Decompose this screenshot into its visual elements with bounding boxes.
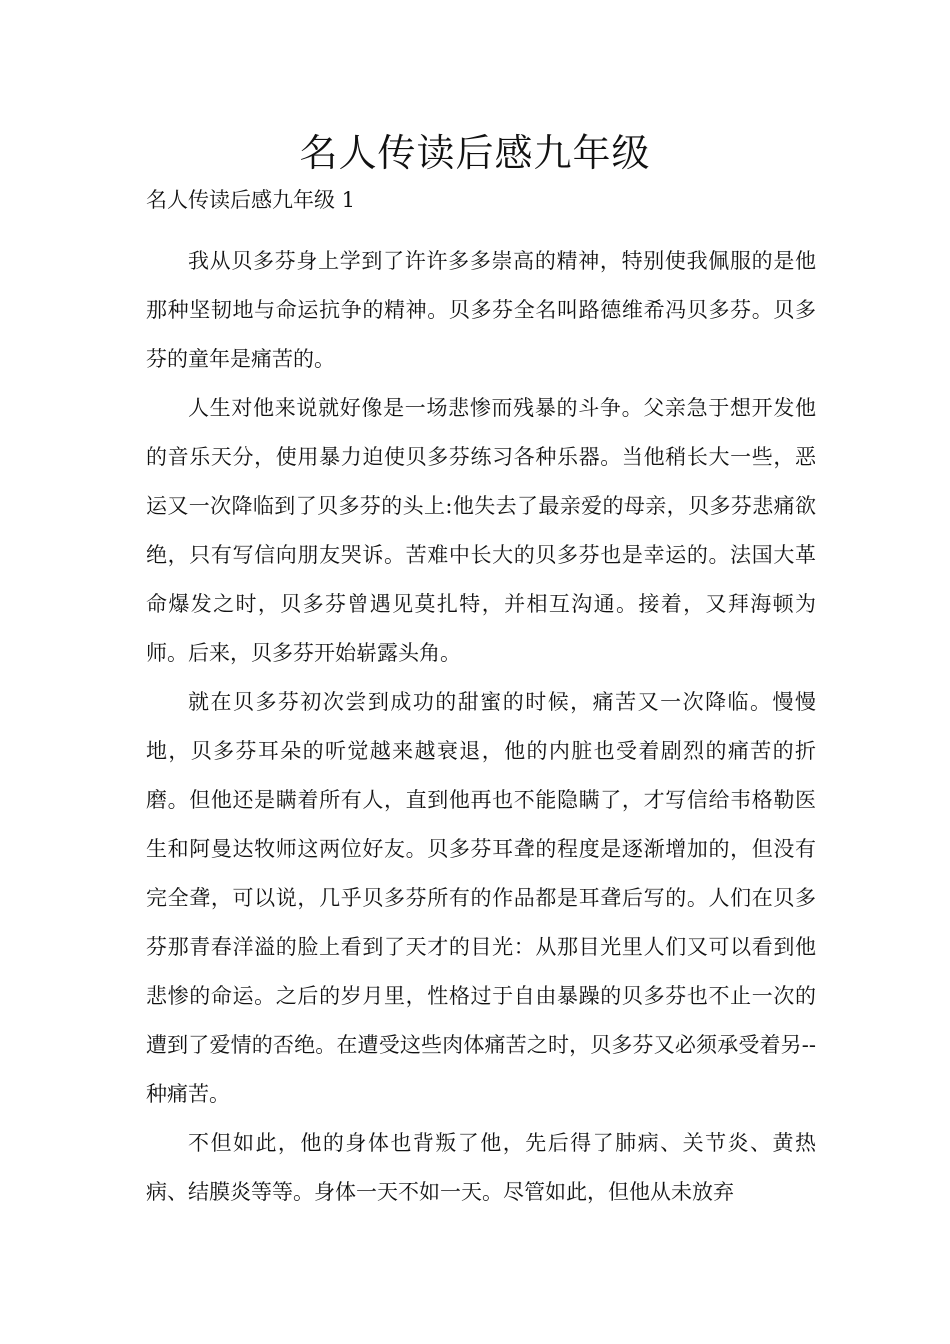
paragraph-2: 人生对他来说就好像是一场悲惨而残暴的斗争。父亲急于想开发他的音乐天分，使用暴力迫使贝多芬练习各种乐器。当他稍长大一些，恶运又一次降临到了贝多芬的头上:他失去了最亲爱的母亲，贝多芬悲痛欲绝，只有写信向朋友哭诉。苦难中长大的贝多芬也是幸运的。法国大革命爆发之时，贝多芬曾遇见莫扎特，并相互沟通。接着，又拜海顿为师。后来，贝多芬开始崭露头角。 [146, 396, 816, 665]
document-title: 名人传读后感九年级 [299, 131, 651, 175]
paragraph-1: 我从贝多芬身上学到了许许多多崇高的精神，特别使我佩服的是他那种坚韧地与命运抗争的精神。贝多芬全名叫路德维希冯贝多芬。贝多芬的童年是痛苦的。 [146, 249, 816, 371]
document-body [146, 237, 816, 1217]
document-subtitle: 名人传读后感九年级 1 [146, 188, 356, 212]
paragraph-3: 就在贝多芬初次尝到成功的甜蜜的时候，痛苦又一次降临。慢慢地，贝多芬耳朵的听觉越来越衰退，他的内脏也受着剧烈的痛苦的折磨。但他还是瞒着所有人，直到他再也不能隐瞒了，才写信给韦格勒医生和阿曼达牧师这两位好友。贝多芬耳聋的程度是逐渐增加的，但没有完全聋，可以说，几乎贝多芬所有的作品都是耳聋后写的。人们在贝多芬那青春洋溢的脸上看到了天才的目光：从那目光里人们又可以看到他悲惨的命运。之后的岁月里，性格过于自由暴躁的贝多芬也不止一次的遭到了爱情的否绝。在遭受这些肉体痛苦之时，贝多芬又必须承受着另--种痛苦。 [146, 690, 816, 1106]
paragraph-4: 不但如此，他的身体也背叛了他，先后得了肺病、关节炎、黄热病、结膜炎等等。身体一天不如一天。尽管如此，但他从未放弃 [146, 1131, 816, 1204]
